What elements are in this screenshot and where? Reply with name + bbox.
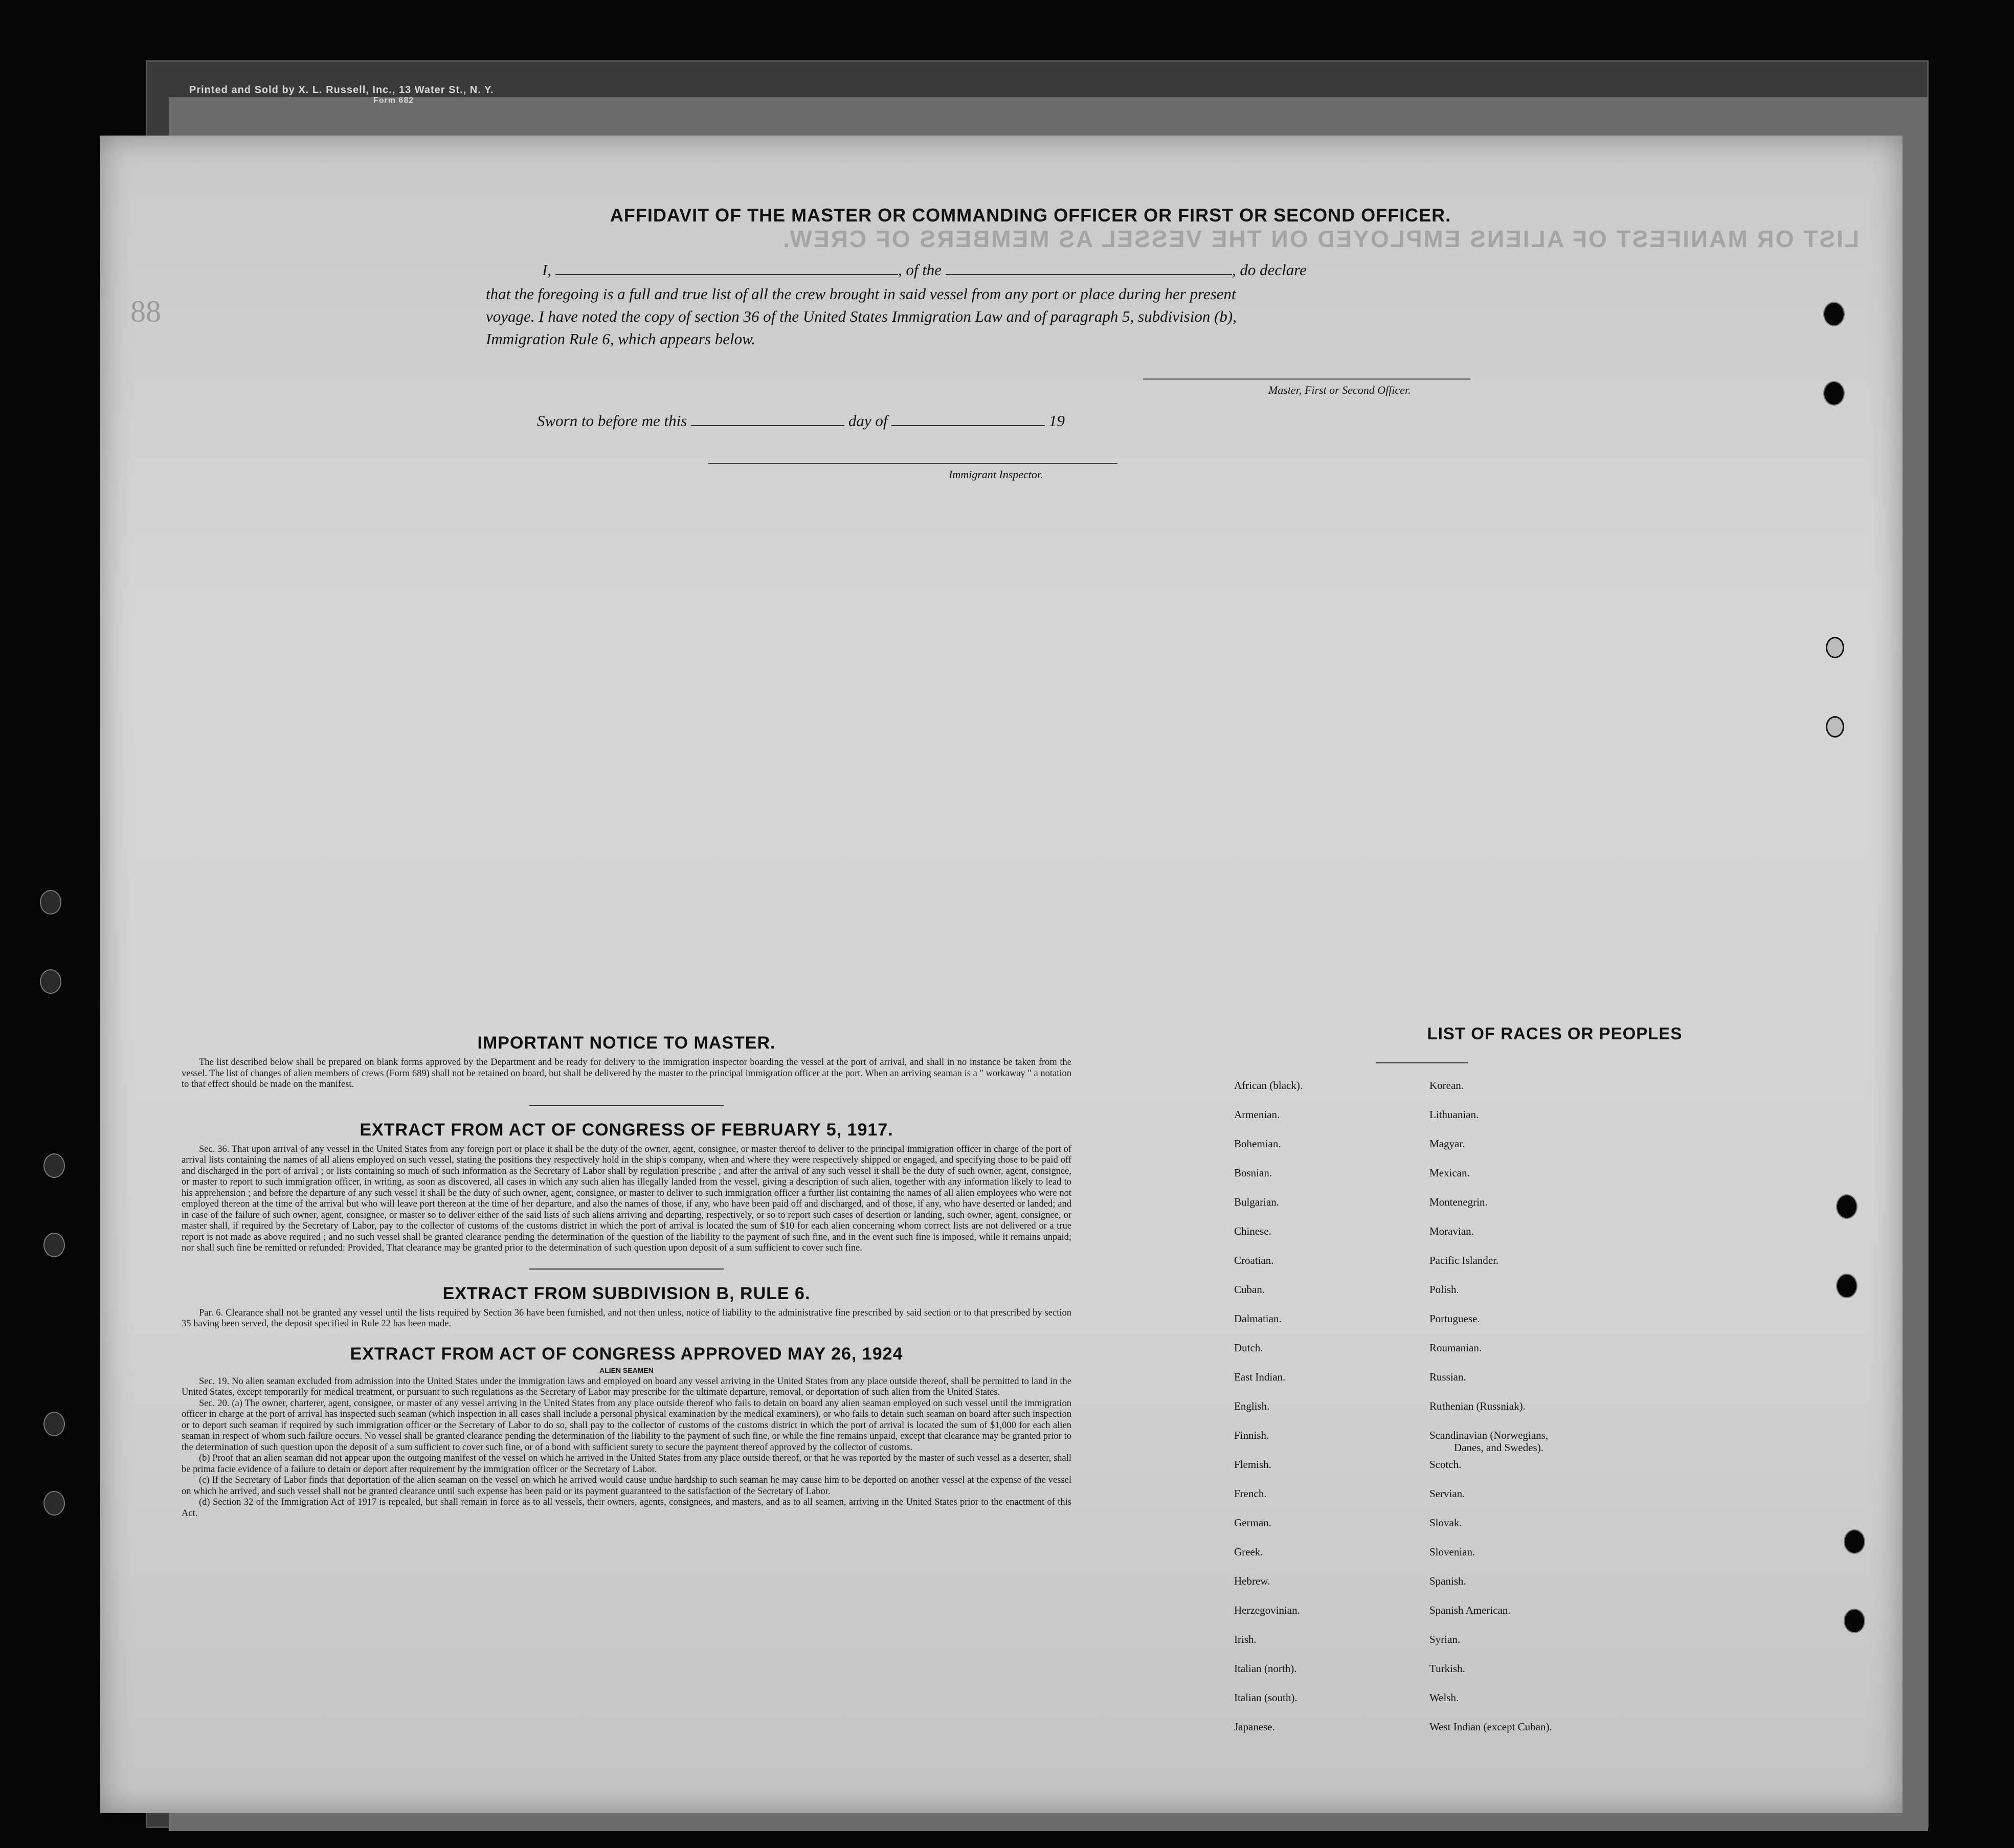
race-item: Turkish. xyxy=(1429,1662,1465,1675)
race-item: Cuban. xyxy=(1234,1283,1265,1296)
punch-hole xyxy=(1844,1529,1865,1554)
race-item: Korean. xyxy=(1429,1079,1464,1092)
race-item: Bulgarian. xyxy=(1234,1196,1280,1208)
master-label: Master, First or Second Officer. xyxy=(1268,384,1411,396)
notice-section xyxy=(182,1033,1071,1519)
printer-imprint xyxy=(189,84,598,110)
race-item: German. xyxy=(1234,1517,1271,1529)
race-item: West Indian (except Cuban). xyxy=(1429,1721,1552,1733)
extract-1917-text: Sec. 36. That upon arrival of any vessel in the United States from any foreign port or place it shall be the duty of the owner, agent, consignee, or master thereof to deliver to the principal immigration officer in charge of the port of arrival lists containing the names of all aliens employed on such vessel, stating the positions they respectively hold in the ship's company, when and where they were respectively shipped or engaged, and specifying those to be paid off and discharged in the port of arrival ; or lists containing so much of such information as the Secretary of Labor shall by regulation prescribe ; and after the arrival of any such vessel it shall be the duty of such owner, agent, consignee, or master to report to such immigration officer, in writing, as soon as discovered, all cases in which any such alien has illegally landed from the vessel, giving a description of such alien, together with any information likely to lead to his apprehension ; and before the departure of any such vessel it shall be the duty of such owner, agent, consignee, or master to deliver to such immigration officer a further list containing the names of all alien employees who were not employed thereon at the time of the arrival but who will leave port thereon at the time of her departure, and also the names of those, if any, who have been paid off and discharged, and of those, if any, who have deserted or landed; and in case of the failure of such owner, agent, consignee, or master so to deliver either of the said lists of such aliens arriving and departing, respectively, or so to report such cases of desertion or landing, such owner, agent, consignee, or master shall, if required by the Secretary of Labor, pay to the collector of customs of the customs district in which the port of arrival is located the sum of $10 for each alien concerning whom correct lists are not delivered or a true report is not made as above required ; and no such vessel shall be granted clearance pending the determination of the question of the liability to the payment of such fine, and in the event such fine is imposed, while it remains unpaid; nor shall such fine be remitted or refunded: Provided, That clearance may be granted prior to the determination of such question upon deposit of a sum sufficient to cover such fine. xyxy=(182,1144,1071,1253)
extract-1924-title: EXTRACT FROM ACT OF CONGRESS APPROVED MAY 26, 1924 xyxy=(350,1344,903,1364)
affidavit-title: AFFIDAVIT OF THE MASTER OR COMMANDING OFFICER OR FIRST OR SECOND OFFICER. xyxy=(610,205,1451,226)
punch-hole xyxy=(43,1491,65,1516)
race-item: English. xyxy=(1234,1400,1270,1412)
bleed-through-text: LIST OR MANIFEST OF ALIENS EMPLOYED ON THE VESSEL AS MEMBERS OF CREW. xyxy=(781,226,1859,252)
race-item: Spanish. xyxy=(1429,1575,1466,1587)
race-item: Pacific Islander. xyxy=(1429,1254,1499,1266)
race-item: Dalmatian. xyxy=(1234,1312,1282,1325)
race-item: French. xyxy=(1234,1487,1267,1500)
race-item: Ruthenian (Russniak). xyxy=(1429,1400,1526,1412)
printer-imprint-text: Printed and Sold by X. L. Russell, Inc., 13 Water St., N. Y. xyxy=(189,84,494,96)
race-item: Croatian. xyxy=(1234,1254,1274,1266)
year-prefix: 19 xyxy=(1048,412,1065,430)
punch-hole xyxy=(1826,716,1844,738)
divider xyxy=(529,1105,724,1106)
affidavit-line-2: that the foregoing is a full and true list of all the crew brought in said vessel from any port or place during her present xyxy=(486,285,1236,303)
bleed-through-number: 88 xyxy=(130,295,161,328)
punch-hole xyxy=(1823,381,1845,406)
sworn-text: Sworn to before me this xyxy=(537,412,687,430)
race-item: African (black). xyxy=(1234,1079,1303,1092)
race-item: Scotch. xyxy=(1429,1458,1462,1471)
race-item: Bohemian. xyxy=(1234,1138,1281,1150)
race-item: Herzegovinian. xyxy=(1234,1604,1300,1616)
extract-1924-para: (c) If the Secretary of Labor finds that deportation of the alien seaman on the vessel on which he arrived would cause undue hardship to such seaman he may cause him to be deported on another vessel at the expense of the vessel on which he arrived, and such vessel shall not be granted clearance until such expense has been paid or its payment guaranteed to the satisfaction of the Secretary of Labor. xyxy=(182,1475,1071,1497)
day-of-text: day of xyxy=(848,412,888,430)
races-left-column xyxy=(1234,1079,1303,1750)
race-item: Finnish. xyxy=(1234,1429,1269,1441)
race-item: Italian (south). xyxy=(1234,1691,1297,1704)
race-item: Polish. xyxy=(1429,1283,1459,1296)
race-item: Servian. xyxy=(1429,1487,1465,1500)
race-item-line: Scandinavian (Norwegians, xyxy=(1429,1429,1549,1441)
master-signature-line[interactable] xyxy=(1143,378,1470,380)
document-page xyxy=(100,136,1903,1813)
sworn-line xyxy=(537,412,1065,430)
punch-hole xyxy=(1836,1194,1858,1219)
races-right-column xyxy=(1429,1079,1624,1750)
divider xyxy=(529,1268,724,1270)
notice-title: IMPORTANT NOTICE TO MASTER. xyxy=(477,1033,776,1053)
affidavit-line-3: voyage. I have noted the copy of section 36 of the United States Immigration Law and of paragraph 5, subdivision (b), xyxy=(486,307,1237,325)
race-item: Moravian. xyxy=(1429,1225,1474,1237)
punch-hole xyxy=(43,1233,65,1257)
race-item: Armenian. xyxy=(1234,1108,1280,1121)
affidavit-of-the: , of the xyxy=(898,261,942,279)
extract-rule6-text: Par. 6. Clearance shall not be granted any vessel until the lists required by Section 36 have been furnished, and not then unless, notice of liability to the administrative fine prescribed by said section or to that prescribed by section 35 having been served, the deposit specified in Rule 22 has been made. xyxy=(182,1307,1071,1329)
race-item: Slovenian. xyxy=(1429,1546,1475,1558)
form-number: Form 682 xyxy=(373,96,414,105)
extract-1917-title: EXTRACT FROM ACT OF CONGRESS OF FEBRUARY 5, 1917. xyxy=(360,1120,893,1140)
race-item: Portuguese. xyxy=(1429,1312,1480,1325)
race-item: East Indian. xyxy=(1234,1371,1286,1383)
extract-1924-subtitle: ALIEN SEAMEN xyxy=(599,1366,654,1374)
race-item: Japanese. xyxy=(1234,1721,1275,1733)
race-item: Mexican. xyxy=(1429,1167,1470,1179)
affidavit-line-4: Immigration Rule 6, which appears below. xyxy=(486,330,756,348)
punch-hole xyxy=(1826,637,1844,658)
race-item: Montenegrin. xyxy=(1429,1196,1488,1208)
affidavit-line-1 xyxy=(542,261,1307,279)
extract-1924-para: Sec. 19. No alien seaman excluded from admission into the United States under the immigration laws and employed on board any vessel arriving in the United States from any place outside thereof, shall be permitted to land in the United States, except temporarily for medical treatment, or pursuant to such regulations as the Secretary of Labor may prescribe for the ultimate departure, removal, or deportation of such alien from the United States. xyxy=(182,1376,1071,1397)
race-item xyxy=(1429,1429,1624,1458)
extract-1924-para: (b) Proof that an alien seaman did not appear upon the outgoing manifest of the vessel on which he arrived in the United States from any place outside thereof, or that he was reported by the master of such vessel as a deserter, shall be prima facie evidence of a failure to detain or deport after requirement by the immigration officer or the Secretary of Labor. xyxy=(182,1453,1071,1475)
sworn-month-blank[interactable] xyxy=(891,412,1045,426)
notice-text: The list described below shall be prepared on blank forms approved by the Department and be ready for delivery to the immigration inspector boarding the vessel at the port of arrival, and shall in no instance be taken from the vessel. The list of changes of alien members of crews (Form 689) shall not be retained on board, but shall be delivered by the master to the principal immigration officer at the port. When an arriving seaman is a " workaway " a notation to that effect should be made on the manifest. xyxy=(182,1057,1071,1089)
sworn-day-blank[interactable] xyxy=(691,412,844,426)
extract-rule6-title: EXTRACT FROM SUBDIVISION B, RULE 6. xyxy=(442,1283,811,1303)
race-item: Roumanian. xyxy=(1429,1342,1482,1354)
inspector-label: Immigrant Inspector. xyxy=(949,468,1043,481)
race-item: Italian (north). xyxy=(1234,1662,1297,1675)
race-item: Welsh. xyxy=(1429,1691,1459,1704)
punch-hole xyxy=(43,1153,65,1178)
race-item: Greek. xyxy=(1234,1546,1263,1558)
race-item: Spanish American. xyxy=(1429,1604,1511,1616)
race-item: Dutch. xyxy=(1234,1342,1263,1354)
race-item: Flemish. xyxy=(1234,1458,1271,1471)
punch-hole xyxy=(43,1412,65,1436)
punch-hole xyxy=(40,890,61,915)
vessel-blank[interactable] xyxy=(946,261,1232,275)
inspector-signature-line[interactable] xyxy=(708,463,1117,464)
punch-hole xyxy=(1836,1274,1858,1298)
race-item: Magyar. xyxy=(1429,1138,1465,1150)
affidavit-declare: , do declare xyxy=(1232,261,1307,279)
race-item-continuation: Danes, and Swedes). xyxy=(1454,1441,1543,1454)
divider xyxy=(1376,1062,1468,1063)
race-item: Syrian. xyxy=(1429,1633,1461,1645)
affidavit-i: I, xyxy=(542,261,552,279)
punch-hole xyxy=(1844,1609,1865,1633)
race-item: Russian. xyxy=(1429,1371,1466,1383)
extract-1924-para: Sec. 20. (a) The owner, charterer, agent, consignee, or master of any vessel arriving in the United States from any place outside thereof who fails to detain on board any alien seaman employed on such vessel until the immigration officer in charge at the port of arrival has inspected such seaman (which inspection in all cases shall include a personal physical examination by the medical examiners), or who fails to detain such seaman on board after such inspection or to deport such seaman if required by such immigration officer or the Secretary of Labor to do so, shall pay to the collector of customs of the customs district in which the port of arrival is located the sum of $1,000 for each alien seaman in respect of whom such failure occurs. No vessel shall be granted clearance pending the determination of the liability to the payment of such fine, or while the fine remains unpaid, except that clearance may be granted prior to the determination of such question upon the deposit of a sum sufficient to cover such fine, or of a bond with sufficient surety to secure the payment thereof approved by the collector of customs. xyxy=(182,1398,1071,1453)
punch-hole xyxy=(40,969,61,994)
extract-1924-para: (d) Section 32 of the Immigration Act of 1917 is repealed, but shall remain in force as to all vessels, their owners, agents, consignees, and masters, and as to all seamen, arriving in the United States prior to the enactment of this Act. xyxy=(182,1497,1071,1519)
race-item: Lithuanian. xyxy=(1429,1108,1479,1121)
race-item: Chinese. xyxy=(1234,1225,1271,1237)
race-item: Slovak. xyxy=(1429,1517,1462,1529)
race-item: Hebrew. xyxy=(1234,1575,1270,1587)
race-item: Bosnian. xyxy=(1234,1167,1272,1179)
races-title: LIST OF RACES OR PEOPLES xyxy=(1427,1024,1683,1043)
name-blank[interactable] xyxy=(555,261,898,275)
punch-hole xyxy=(1823,302,1845,326)
race-item: Irish. xyxy=(1234,1633,1257,1645)
